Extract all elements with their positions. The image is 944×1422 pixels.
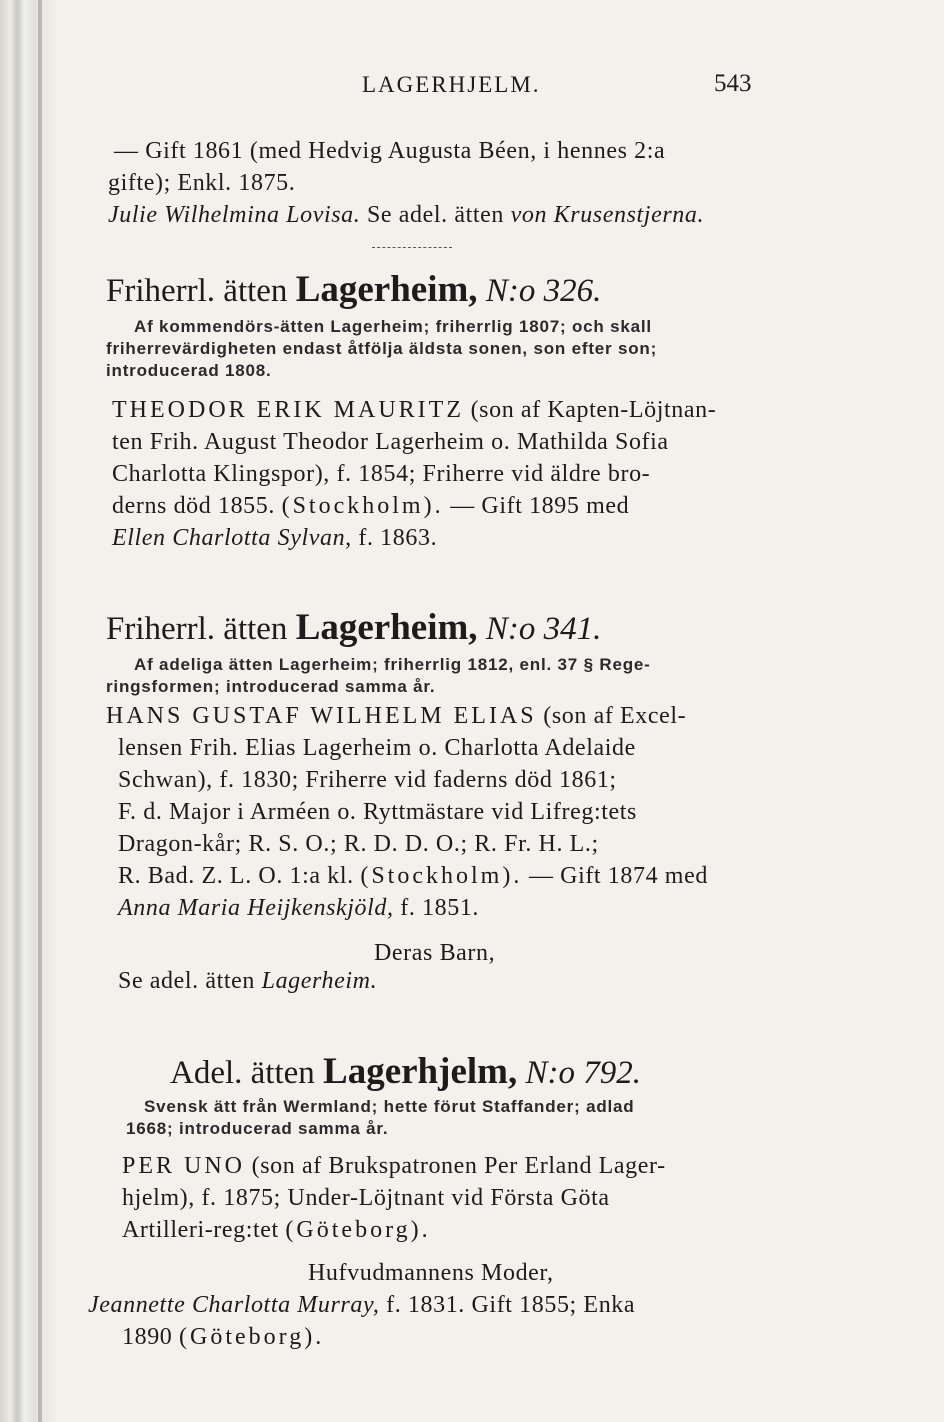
section-heading [170,1050,641,1093]
text: Artilleri-reg:tet [122,1217,279,1243]
text-line: lensen Frih. Elias Lagerheim o. Charlotta Adelaide [118,735,636,761]
intro-line: Af adeliga ätten Lagerheim; friherrlig 1812, enl. 37 § Rege- [134,655,651,674]
text-line [122,1324,324,1351]
text: (son af Brukspatronen Per Erland Lager- [251,1153,666,1179]
divider [372,247,452,248]
intro-line: 1668; introducerad samma år. [126,1119,389,1138]
residence: (Stockholm). [360,863,523,889]
text-line: gifte); Enkl. 1875. [108,170,296,196]
text-line: — Gift 1861 (med Hedvig Augusta Béen, i hennes 2:a [114,138,666,164]
text-line [112,493,629,520]
text-line [88,1292,635,1319]
text-line: Charlotta Klingspor), f. 1854; Friherre vid äldre bro- [112,461,651,487]
text-line [118,968,377,995]
gutter-line [38,0,42,1422]
person-name: Julie Wilhelmina Lovisa. [108,202,361,228]
person-name: THEODOR ERIK MAURITZ [112,397,464,423]
text-line: Dragon-kår; R. S. O.; R. D. D. O.; R. Fr. H. L.; [118,831,599,857]
family-number: N:o 326. [485,273,602,309]
text: f. 1851. [400,895,480,921]
heading-prefix: Adel. ätten [170,1055,315,1091]
text: (son af Kapten-Löjtnan- [470,397,717,423]
person-name: HANS GUSTAF WILHELM ELIAS [106,703,537,729]
text-line [118,863,708,890]
text-line [122,1217,431,1244]
text: — Gift 1874 med [528,863,708,889]
children-heading: Deras Barn, [374,940,496,966]
text-line [112,397,716,424]
residence: (Göteborg). [285,1217,431,1243]
text: Se adel. ätten [366,202,504,228]
mother-heading: Hufvudmannens Moder, [308,1260,554,1286]
text-line: hjelm), f. 1875; Under-Löjtnant vid Första Göta [122,1185,610,1211]
text-line [106,703,686,730]
text-line [112,525,437,552]
text: derns död 1855. [112,493,275,519]
text: (son af Excel- [543,703,687,729]
residence: (Stockholm). [281,493,444,519]
text: f. 1863. [358,525,438,551]
intro-line: ringsformen; introducerad samma år. [106,677,436,696]
page-number: 543 [714,70,752,97]
person-name: PER UNO [122,1153,246,1179]
section-heading [106,606,601,649]
family-reference: von Krusenstjerna. [510,202,705,228]
family-number: N:o 792. [525,1055,641,1091]
text: f. 1831. Gift 1855; Enka [386,1292,636,1318]
person-name: Jeannette Charlotta Murray, [88,1292,380,1318]
heading-prefix: Friherrl. ätten [106,273,288,309]
family-name: Lagerheim, [295,607,478,648]
book-spine-shadow [0,0,58,1422]
family-reference: Lagerheim. [261,968,378,994]
text-line [118,895,479,922]
text-line: F. d. Major i Arméen o. Ryttmästare vid Lifreg:tets [118,799,637,825]
text: 1890 [122,1324,173,1350]
person-name: Anna Maria Heijkenskjöld, [118,895,394,921]
text-line: ten Frih. August Theodor Lagerheim o. Mathilda Sofia [112,429,669,455]
section-heading [106,268,601,311]
family-name: Lagerheim, [295,269,478,310]
person-name: Ellen Charlotta Sylvan, [112,525,352,551]
text-line [122,1153,666,1180]
heading-prefix: Friherrl. ätten [106,611,288,647]
text: — Gift 1895 med [450,493,630,519]
text: Se adel. ätten [118,968,256,994]
family-name: Lagerhjelm, [323,1051,518,1092]
text-line: Schwan), f. 1830; Friherre vid faderns död 1861; [118,767,617,793]
running-head: LAGERHJELM. [362,72,541,97]
intro-line: Svensk ätt från Wermland; hette förut Staffander; adlad [144,1097,635,1116]
text-line [108,202,704,229]
intro-line: Af kommendörs-ätten Lagerheim; friherrlig 1807; och skall [134,317,652,336]
intro-line: friherrevärdigheten endast åtfölja äldsta sonen, son efter son; [106,339,658,358]
family-number: N:o 341. [485,611,602,647]
text: R. Bad. Z. L. O. 1:a kl. [118,863,354,889]
residence: (Göteborg). [179,1324,325,1350]
intro-line: introducerad 1808. [106,361,272,380]
